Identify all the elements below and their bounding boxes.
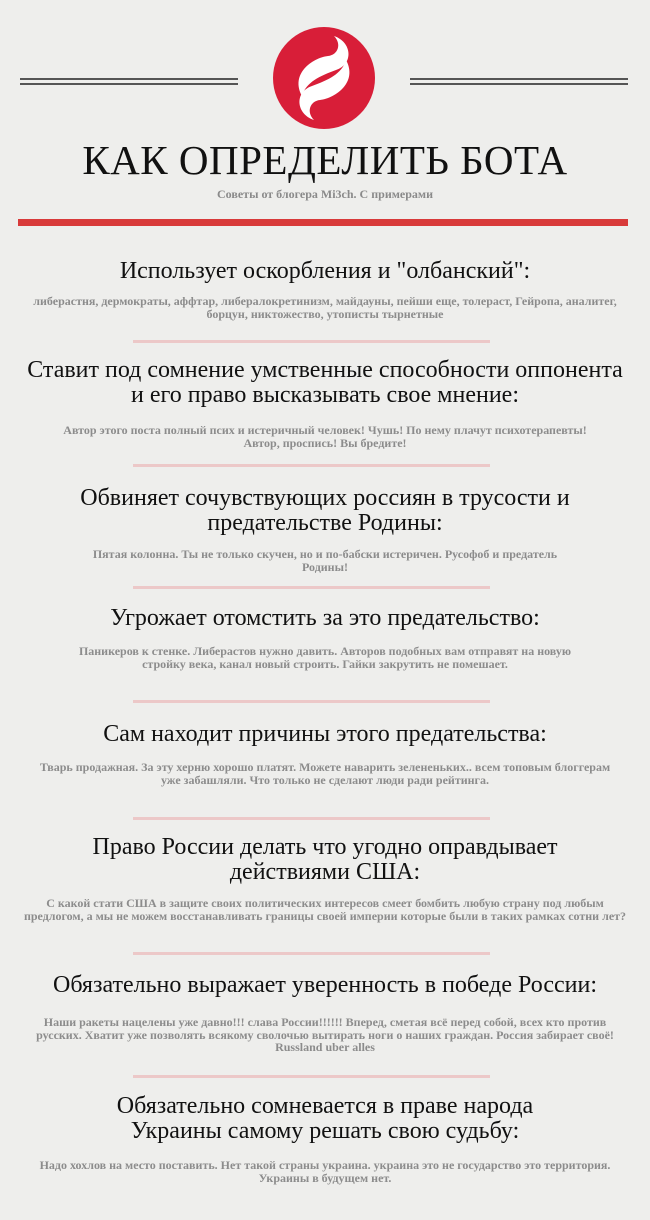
red-swirl-logo-icon bbox=[272, 26, 376, 130]
section-separator bbox=[133, 817, 490, 820]
section-separator bbox=[133, 952, 490, 955]
tip-section bbox=[20, 358, 630, 449]
tip-heading: Обязательно выражает уверенность в победе России: bbox=[52, 972, 598, 998]
tip-heading: Сам находит причины этого предательства: bbox=[103, 721, 547, 747]
page-subtitle: Советы от блогера Mi3ch. С примерами bbox=[217, 187, 433, 201]
tip-example: Наши ракеты нацелены уже давно!!! слава России!!!!!! Вперед, сметая всё перед собой, всех кто против русских. Хватит уже позволять всякому сволочью вытирать ноги о наших граждан. Россия забирает своё! Russland uber alles bbox=[36, 1015, 614, 1054]
tip-heading: Обязательно сомневается в праве народа Украины самому решать свою судьбу: bbox=[116, 1093, 534, 1144]
tip-heading: Право России делать что угодно оправдывает действиями США: bbox=[92, 834, 558, 885]
section-separator bbox=[133, 1075, 490, 1078]
tip-section bbox=[20, 1094, 630, 1184]
header-divider bbox=[18, 219, 628, 226]
tip-section bbox=[20, 835, 630, 922]
header bbox=[0, 0, 650, 230]
tip-example: Надо хохлов на место поставить. Нет такой страны украина. украина это не государство это территория. Украины в будущем нет. bbox=[39, 1158, 611, 1185]
tip-section bbox=[20, 973, 630, 1054]
tip-example: Автор этого поста полный псих и истеричный человек! Чушь! По нему плачут психотерапевты! Автор, проспись! Вы бредите! bbox=[63, 423, 587, 450]
section-separator bbox=[133, 700, 490, 703]
section-separator bbox=[133, 586, 490, 589]
tip-heading: Ставит под сомнение умственные способности оппонента и его право высказывать свое мнение: bbox=[27, 357, 623, 408]
decorative-double-line-right bbox=[410, 78, 628, 85]
tip-example: Паникеров к стенке. Либерастов нужно давить. Авторов подобных вам отправят на новую стройку века, канал новый строить. Гайки закрутить не помешает. bbox=[78, 644, 572, 671]
tip-example: Тварь продажная. За эту херню хорошо платят. Можете наварить зелененьких.. всем топовым блоггерам уже забашляли. Что только не сделают люди ради рейтинга. bbox=[39, 760, 611, 787]
tip-example: либерастня, дермократы, аффтар, либералокретинизм, майдауны, пейши еще, толераст, Гейропа, аналитег, борцун, никтожество, утописты тырнетные bbox=[33, 294, 617, 321]
section-separator bbox=[133, 464, 490, 467]
tip-example: С какой стати США в защите своих политических интересов смеет бомбить любую страну под любым предлогом, а мы не можем восстанавливать границы своей империи которые были в таких рамках сотни лет? bbox=[23, 896, 627, 923]
tip-section bbox=[20, 486, 630, 573]
tip-section bbox=[20, 259, 630, 320]
section-separator bbox=[133, 340, 490, 343]
tip-heading: Использует оскорбления и "олбанский": bbox=[119, 258, 531, 284]
tip-section bbox=[20, 722, 630, 786]
tip-section bbox=[20, 606, 630, 670]
tip-heading: Обвиняет сочувствующих россиян в трусости и предательстве Родины: bbox=[80, 485, 570, 536]
page-title: КАК ОПРЕДЕЛИТЬ БОТА bbox=[82, 137, 568, 183]
tip-heading: Угрожает отомстить за это предательство: bbox=[110, 605, 540, 631]
tip-example: Пятая колонна. Ты не только скучен, но и по-бабски истеричен. Русофоб и предатель Родины! bbox=[92, 547, 558, 574]
decorative-double-line-left bbox=[20, 78, 238, 85]
